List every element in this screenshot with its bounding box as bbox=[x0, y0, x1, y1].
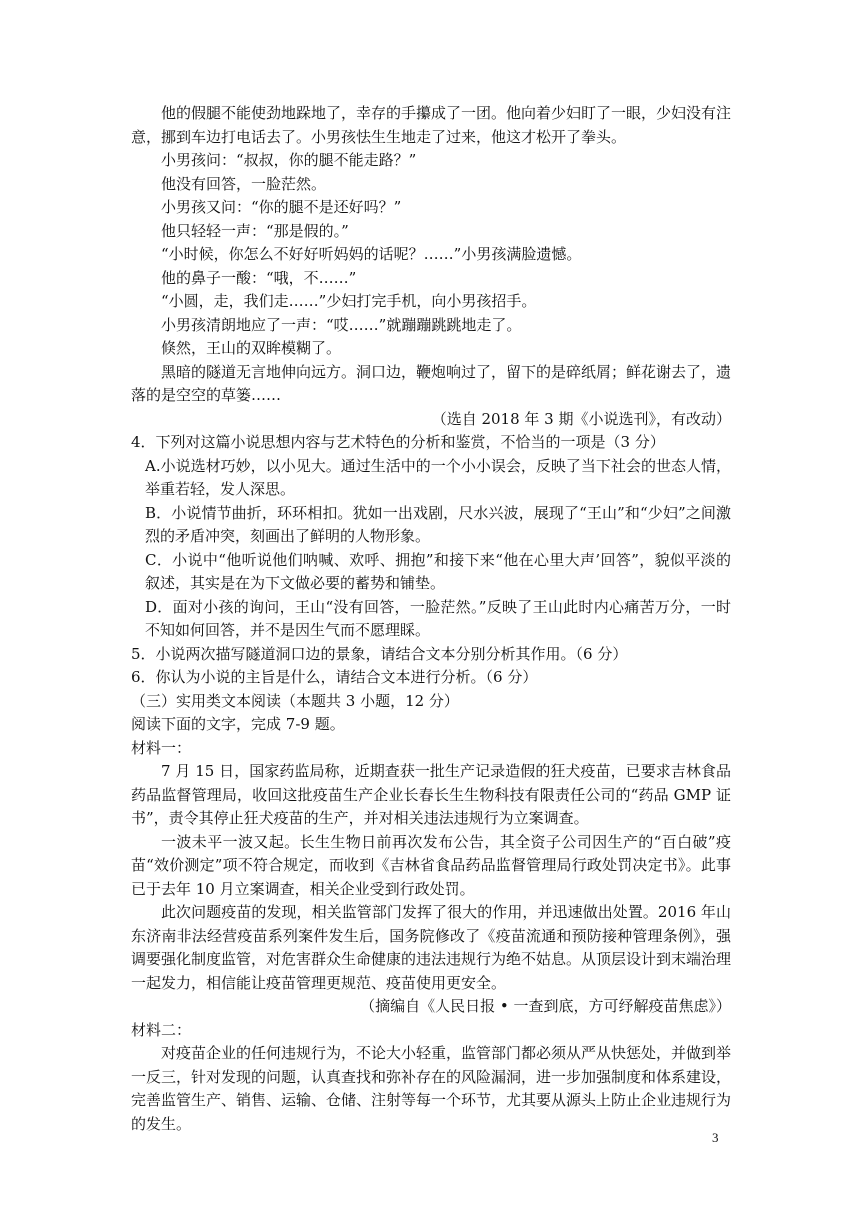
page-number: 3 bbox=[712, 1130, 719, 1145]
paragraph: B．小说情节曲折，环环相扣。犹如一出戏剧，尺水兴波，展现了“王山”和“少妇”之间激烈的矛盾冲突，刻画出了鲜明的人物形象。 bbox=[145, 503, 731, 545]
paragraph: 7 月 15 日，国家药监局称，近期查获一批生产记录造假的狂犬疫苗，已要求吉林食品药品监督管理局，收回这批疫苗生产企业长春长生生物科技有限责任公司的“药品 GMP 证书”，责令其停止狂犬疫苗的生产，并对相关违法违规行为立案调查。 bbox=[131, 762, 731, 827]
paragraph: 材料二： bbox=[131, 1020, 192, 1039]
paragraph: D．面对小孩的询问，王山“没有回答，一脸茫然。”反映了王山此时内心痛苦万分，一时不知如何回答，并不是因生气而不愿理睬。 bbox=[145, 597, 731, 639]
paragraph: 材料一： bbox=[131, 738, 192, 757]
source-citation: （选自 2018 年 3 期《小说选刊》，有改动） bbox=[431, 409, 731, 428]
paragraph: 小男孩清朗地应了一声：“哎……”就蹦蹦跳跳地走了。 bbox=[161, 315, 522, 334]
paragraph: （三）实用类文本阅读（本题共 3 小题，12 分） bbox=[131, 691, 459, 710]
paragraph: 小男孩问：“叔叔，你的腿不能走路？” bbox=[161, 151, 417, 169]
paragraph: 他没有回答，一脸茫然。 bbox=[161, 174, 327, 193]
paragraph: 阅读下面的文字，完成 7-9 题。 bbox=[131, 715, 345, 733]
page-body bbox=[131, 102, 731, 1136]
paragraph: 6．你认为小说的主旨是什么，请结合文本进行分析。（6 分） bbox=[131, 668, 538, 686]
paragraph: “小时候，你怎么不好好听妈妈的话呢？……”小男孩满脸遗憾。 bbox=[161, 245, 582, 263]
paragraph: 他只轻轻一声：“那是假的。” bbox=[161, 221, 349, 240]
paragraph: 黑暗的隧道无言地伸向远方。洞口边，鞭炮响过了，留下的是碎纸屑；鲜花谢去了，遗落的是空空的草篓…… bbox=[131, 362, 732, 404]
paragraph: 此次问题疫苗的发现，相关监管部门发挥了很大的作用，并迅速做出处置。2016 年山东济南非法经营疫苗系列案件发生后，国务院修改了《疫苗流通和预防接种管理条例》，强调要强化制度监管，对危害群众生命健康的违法违规行为绝不姑息。从顶层设计到末端治理一起发力，相信能让疫苗管理更规范、疫苗使用更安全。 bbox=[131, 903, 732, 992]
paragraph: 他的假腿不能使劲地跺地了，幸存的手攥成了一团。他向着少妇盯了一眼，少妇没有注意，挪到车边打电话去了。小男孩怯生生地走了过来，他这才松开了拳头。 bbox=[131, 104, 732, 146]
paragraph: 4．下列对这篇小说思想内容与艺术特色的分析和鉴赏，不恰当的一项是（3 分） bbox=[131, 433, 665, 451]
paragraph: 一波未平一波又起。长生生物日前再次发布公告，其全资子公司因生产的“百白破”疫苗“效价测定”项不符合规定，而收到《吉林省食品药品监督管理局行政处罚决定书》。此事已于去年 10 月立案调查，相关企业受到行政处罚。 bbox=[131, 832, 731, 898]
paragraph: “小圆，走，我们走……”少妇打完手机，向小男孩招手。 bbox=[161, 292, 537, 310]
source-citation: （摘编自《人民日报 • 一查到底，方可纾解疫苗焦虑》） bbox=[360, 997, 731, 1015]
paragraph: 他的鼻子一酸：“哦，不……” bbox=[161, 268, 357, 287]
paragraph: 倏然，王山的双眸模糊了。 bbox=[161, 339, 342, 357]
paragraph: 对疫苗企业的任何违规行为，不论大小轻重，监管部门都必须从严从快惩处，并做到举一反三，针对发现的问题，认真查找和弥补存在的风险漏洞，进一步加强制度和体系建设，完善监管生产、销售、运输、仓储、注射等每一个环节，尤其要从源头上防止企业违规行为的发生。 bbox=[131, 1044, 732, 1133]
paragraph: 小男孩又问：“你的腿不是还好吗？” bbox=[161, 198, 402, 216]
paragraph: C．小说中“他听说他们呐喊、欢呼、拥抱”和接下来“他在心里大声’回答”，貌似平淡的叙述，其实是在为下文做必要的蓄势和铺垫。 bbox=[145, 550, 731, 592]
paragraph: A.小说选材巧妙，以小见大。通过生活中的一个小小误会，反映了当下社会的世态人情，举重若轻，发人深思。 bbox=[145, 456, 731, 498]
paragraph: 5．小说两次描写隧道洞口边的景象，请结合文本分别分析其作用。（6 分） bbox=[131, 644, 628, 663]
